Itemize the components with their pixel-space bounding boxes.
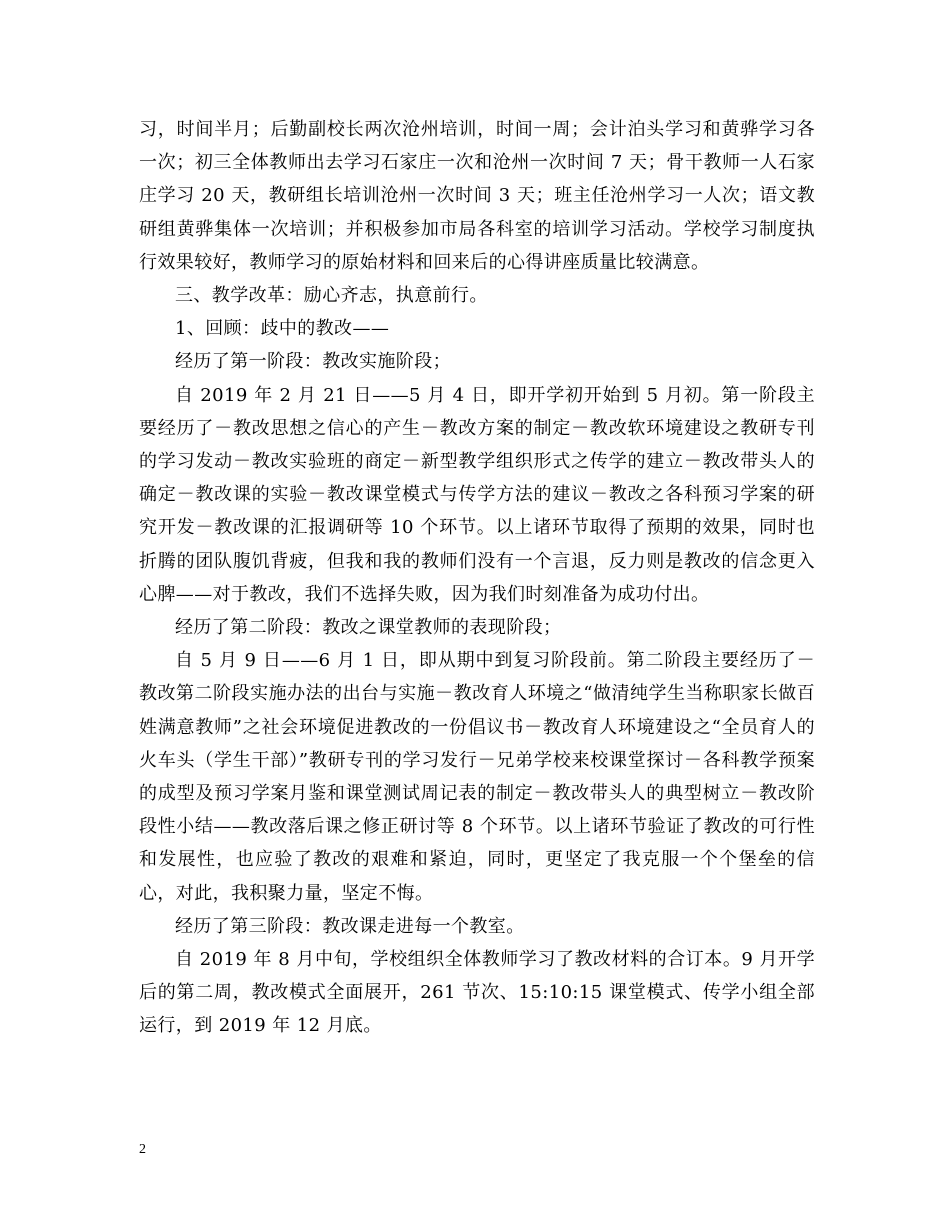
page-number: 2 xyxy=(139,1142,146,1157)
stage-one-title: 经历了第一阶段：教改实施阶段； xyxy=(175,351,451,373)
document-body xyxy=(139,113,815,1043)
paragraph-training-summary: 习，时间半月；后勤副校长两次沧州培训，时间一周；会计泊头学习和黄骅学习各一次；初三全体教师出去学习石家庄一次和沧州一次时间 7 天；骨干教师一人石家庄学习 20 天，教研组长培训沧州一次时间 3 天；班主任沧州学习一人次；语文教研组黄骅集体一次培训；并积极参加市局各科室的培训学习活动。学校学习制度执行效果较好，教师学习的原始材料和回来后的心得讲座质量比较满意。 xyxy=(139,119,815,273)
heading-teaching-reform: 三、教学改革：励心齐志，执意前行。 xyxy=(175,285,488,307)
subheading-review: 1、回顾：歧中的教改—— xyxy=(175,318,390,340)
stage-two-body: 自 5 月 9 日——6 月 1 日，即从期中到复习阶段前。第二阶段主要经历了－教改第二阶段实施办法的出台与实施－教改育人环境之“做清纯学生当称职家长做百姓满意教师”之社会环境促进教改的一份倡议书－教改育人环境建设之“全员育人的火车头（学生干部）”教研专刊的学习发行－兄弟学校来校课堂探讨－各科教学预案的成型及预习学案月鉴和课堂测试周记表的制定－教改带头人的典型树立－教改阶段性小结——教改落后课之修正研讨等 8 个环节。以上诸环节验证了教改的可行性和发展性，也应验了教改的艰难和紧迫，同时，更坚定了我克服一个个堡垒的信心，对此，我积聚力量，坚定不悔。 xyxy=(139,650,815,904)
stage-three-title: 经历了第三阶段：教改课走进每一个教室。 xyxy=(175,915,525,937)
stage-two-title: 经历了第二阶段：教改之课堂教师的表现阶段； xyxy=(175,617,562,639)
stage-three-body: 自 2019 年 8 月中旬，学校组织全体教师学习了教改材料的合订本。9 月开学后的第二周，教改模式全面展开，261 节次、15:10:15 课堂模式、传学小组全部运行，到 2019 年 12 月底。 xyxy=(139,949,815,1037)
stage-one-body: 自 2019 年 2 月 21 日——5 月 4 日，即开学初开始到 5 月初。第一阶段主要经历了－教改思想之信心的产生－教改方案的制定－教改软环境建设之教研专刊的学习发动－教改实验班的商定－新型教学组织形式之传学的建立－教改带头人的确定－教改课的实验－教改课堂模式与传学方法的建议－教改之各科预习学案的研究开发－教改课的汇报调研等 10 个环节。以上诸环节取得了预期的效果，同时也折腾的团队腹饥背疲，但我和我的教师们没有一个言退，反力则是教改的信念更入心脾——对于教改，我们不选择失败，因为我们时刻准备为成功付出。 xyxy=(139,384,815,605)
